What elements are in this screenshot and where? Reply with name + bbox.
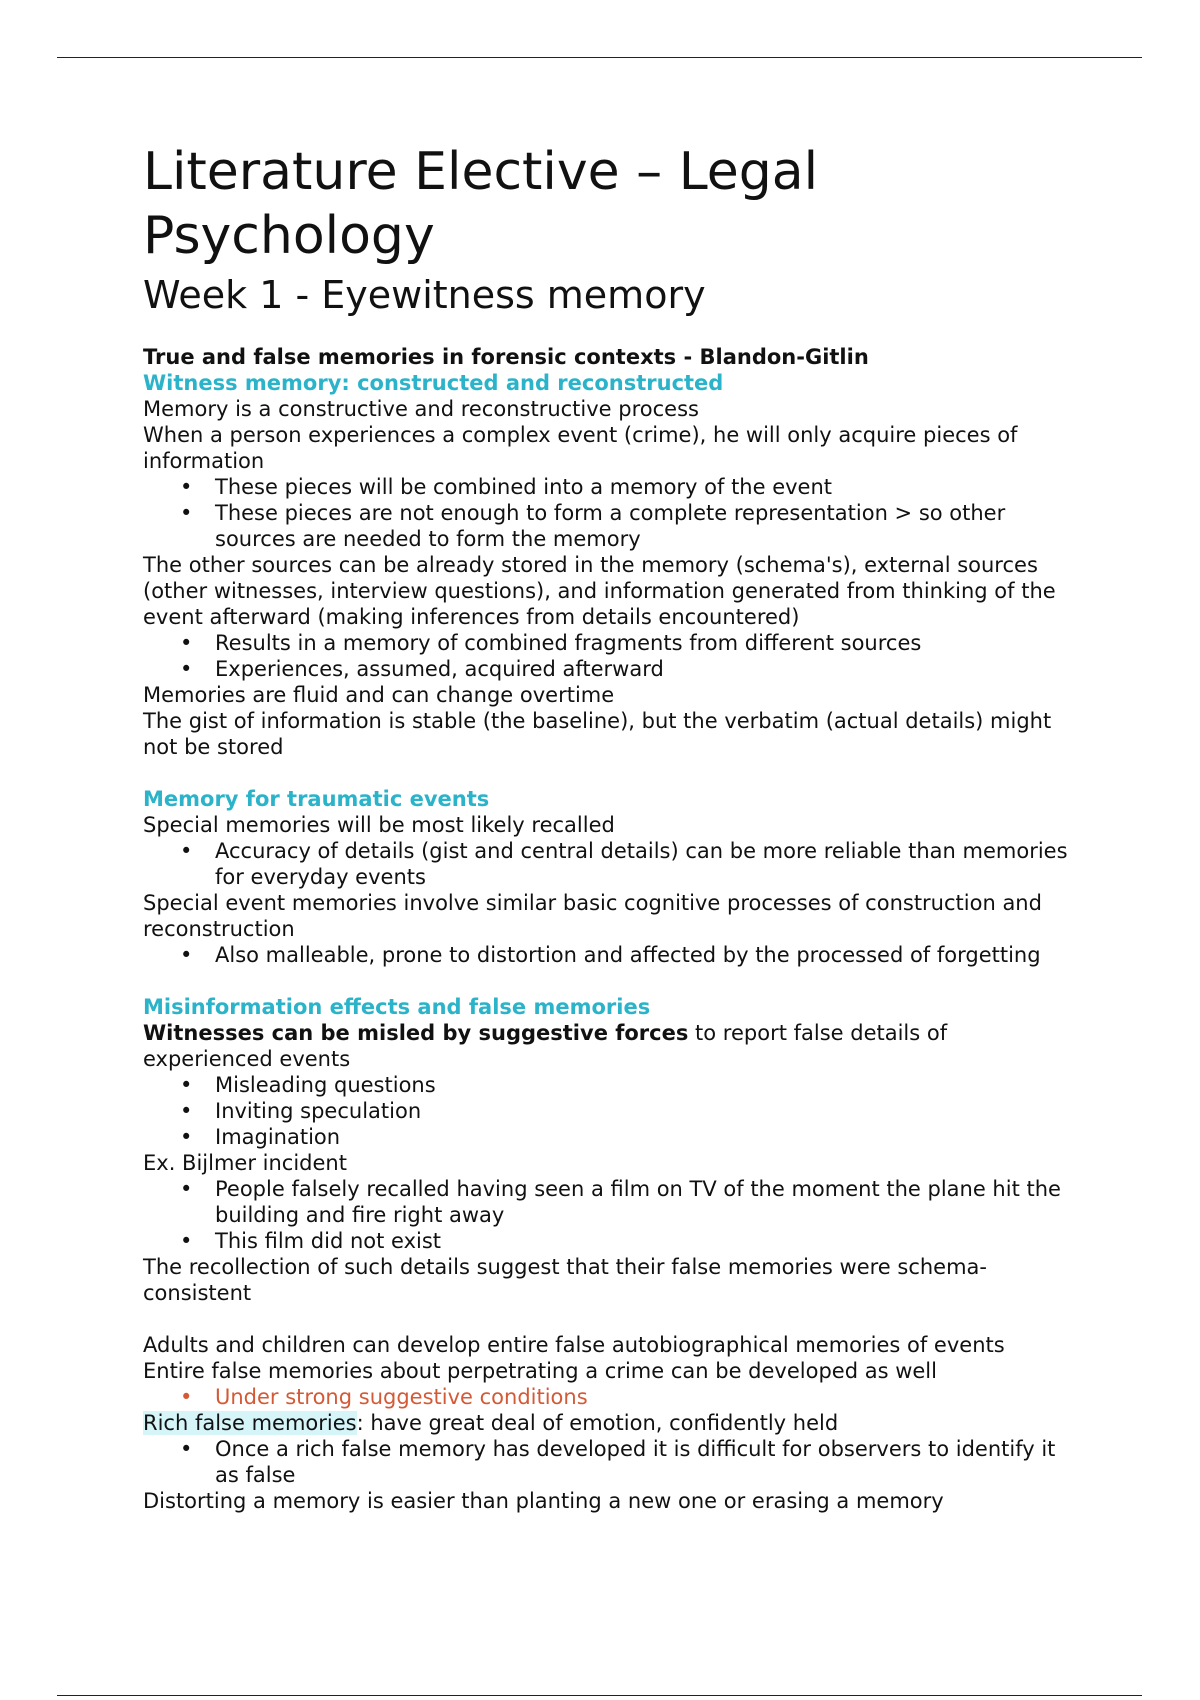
paragraph: Entire false memories about perpetrating a crime can be developed as well — [143, 1359, 937, 1383]
bullet-icon: • — [180, 475, 193, 499]
paragraph: Special event memories involve similar basic cognitive processes of construction and reconstruction — [143, 891, 1042, 941]
bullet-icon: • — [180, 1125, 193, 1149]
bullet-icon: • — [180, 1437, 193, 1461]
bullet-icon: • — [180, 1099, 193, 1123]
bullet-icon: • — [180, 631, 193, 655]
list-item-text: People falsely recalled having seen a film on TV of the moment the plane hit the building and fire right away — [215, 1177, 1061, 1227]
bullet-list — [143, 838, 1078, 890]
bullet-list — [143, 1176, 1078, 1254]
list-item — [143, 1176, 1078, 1228]
paragraph: Distorting a memory is easier than planting a new one or erasing a memory — [143, 1489, 944, 1513]
list-item-text: Inviting speculation — [215, 1099, 422, 1123]
bullet-icon: • — [180, 501, 193, 525]
section-heading: Witness memory: constructed and reconstructed — [143, 371, 724, 395]
list-item — [143, 838, 1078, 890]
list-item — [143, 1436, 1078, 1488]
spacer — [143, 760, 1078, 786]
paragraph: Ex. Bijlmer incident — [143, 1151, 347, 1175]
emphasis-text: Witnesses can be misled by suggestive forces — [143, 1021, 689, 1045]
bullet-icon: • — [180, 1073, 193, 1097]
article-heading: True and false memories in forensic contexts - Blandon-Gitlin — [143, 345, 869, 369]
list-item-text: Under strong suggestive conditions — [215, 1385, 588, 1409]
bullet-icon: • — [180, 1177, 193, 1201]
document-subtitle: Week 1 - Eyewitness memory — [143, 273, 706, 317]
bullet-list — [143, 1436, 1078, 1488]
paragraph: Memories are fluid and can change overtime — [143, 683, 615, 707]
list-item — [143, 1228, 1078, 1254]
bullet-list — [143, 942, 1078, 968]
list-item-text: Accuracy of details (gist and central details) can be more reliable than memories for everyday events — [215, 839, 1068, 889]
paragraph: The recollection of such details suggest that their false memories were schema-consistent — [143, 1255, 987, 1305]
list-item — [143, 500, 1078, 552]
list-item — [143, 1124, 1078, 1150]
bullet-icon: • — [180, 1229, 193, 1253]
highlighted-term: Rich false memories — [143, 1411, 357, 1435]
document-title: Literature Elective – Legal Psychology — [143, 142, 819, 266]
list-item-text: These pieces will be combined into a memory of the event — [215, 475, 833, 499]
spacer — [143, 1306, 1078, 1332]
paragraph — [143, 1410, 1078, 1436]
list-item-text: Experiences, assumed, acquired afterward — [215, 657, 664, 681]
list-item-text: Results in a memory of combined fragments from different sources — [215, 631, 922, 655]
paragraph: When a person experiences a complex event (crime), he will only acquire pieces of information — [143, 423, 1018, 473]
bullet-list — [143, 474, 1078, 552]
list-item — [143, 1384, 1078, 1410]
bullet-icon: • — [180, 657, 193, 681]
paragraph-text: to report false details of experienced events — [143, 1021, 948, 1071]
paragraph — [143, 1020, 1078, 1072]
list-item — [143, 630, 1078, 656]
bullet-icon: • — [180, 943, 193, 967]
spacer — [143, 968, 1078, 994]
list-item-text: Imagination — [215, 1125, 341, 1149]
paragraph: Memory is a constructive and reconstructive process — [143, 397, 699, 421]
document-body — [143, 140, 1078, 1514]
paragraph: Special memories will be most likely recalled — [143, 813, 615, 837]
list-item-text: Also malleable, prone to distortion and affected by the processed of forgetting — [215, 943, 1041, 967]
paragraph: Adults and children can develop entire false autobiographical memories of events — [143, 1333, 1005, 1357]
list-item — [143, 1098, 1078, 1124]
section-heading: Misinformation effects and false memories — [143, 995, 651, 1019]
list-item — [143, 474, 1078, 500]
paragraph-text: : have great deal of emotion, confidently held — [356, 1411, 839, 1435]
bullet-list — [143, 630, 1078, 682]
paragraph: The other sources can be already stored in the memory (schema's), external sources (other witnesses, interview questions), and information generated from thinking of the event afterward (making inferences from details encountered) — [143, 553, 1056, 629]
list-item — [143, 656, 1078, 682]
paragraph: The gist of information is stable (the baseline), but the verbatim (actual details) might not be stored — [143, 709, 1052, 759]
bottom-rule — [57, 1695, 1142, 1696]
list-item — [143, 942, 1078, 968]
list-item-text: Once a rich false memory has developed it is difficult for observers to identify it as false — [215, 1437, 1056, 1487]
list-item-text: These pieces are not enough to form a complete representation > so other sources are needed to form the memory — [215, 501, 1006, 551]
list-item-text: Misleading questions — [215, 1073, 436, 1097]
list-item — [143, 1072, 1078, 1098]
bullet-list — [143, 1384, 1078, 1410]
list-item-text: This film did not exist — [215, 1229, 442, 1253]
bullet-list — [143, 1072, 1078, 1150]
bullet-icon: • — [180, 1385, 193, 1409]
section-heading: Memory for traumatic events — [143, 787, 490, 811]
top-rule — [57, 57, 1142, 58]
bullet-icon: • — [180, 839, 193, 863]
